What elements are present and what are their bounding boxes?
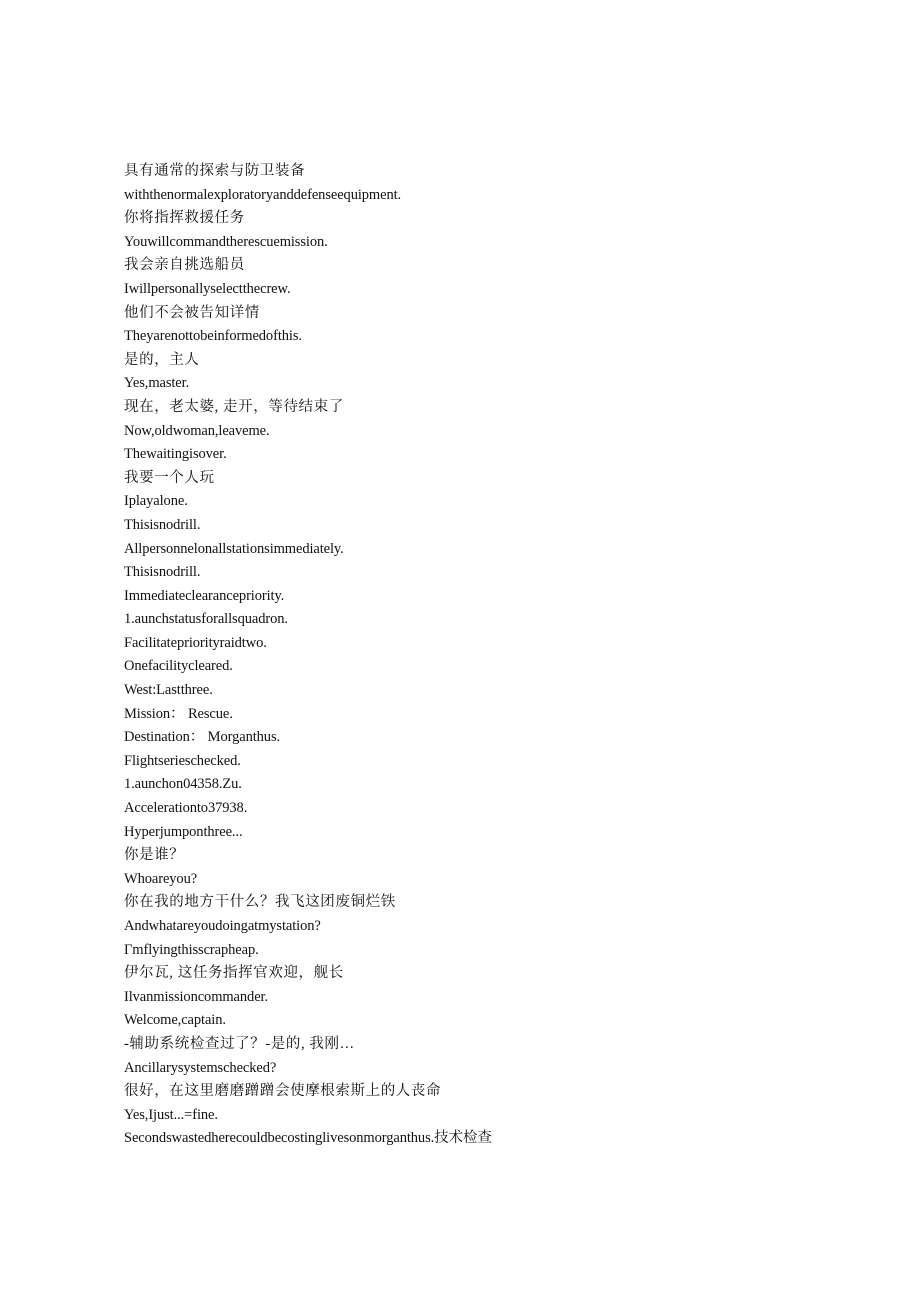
chinese-text-line: 我会亲自挑选船员 [124, 257, 245, 274]
english-text-line: Whoareyou? [124, 870, 198, 887]
chinese-text-line: 现在，老太婆, 走开，等待结束了 [124, 398, 344, 415]
english-text-line: Immediateclearancepriority. [124, 587, 285, 604]
english-text-line: Iwillpersonallyselectthecrew. [124, 280, 291, 297]
english-text-line: withthenormalexploratoryanddefenseequipment. [124, 186, 402, 203]
english-text-line: Theyarenottobeinformedofthis. [124, 328, 302, 345]
english-text-line: West:Lastthree. [124, 682, 213, 699]
english-text-line: Thisisnodrill. [124, 564, 201, 581]
english-text-line: Γmflyingthisscrapheap. [124, 941, 259, 958]
english-text-line: Iplayalone. [124, 493, 188, 510]
english-text-line: Destination： Morganthus. [124, 729, 281, 746]
english-text-line: Yes,Ijust...=fine. [124, 1106, 218, 1123]
chinese-text-line: 是的，主人 [124, 351, 200, 368]
english-text-line: Mission： Rescue. [124, 705, 233, 722]
english-text-line: Welcome,captain. [124, 1012, 226, 1029]
english-text-line: 1.aunchon04358.Zu. [124, 776, 242, 793]
english-text-line: Secondswastedherecouldbecostinglivesonmorganthus.技术检查 [124, 1130, 492, 1147]
english-text-line: Andwhatareyoudoingatmystation? [124, 918, 321, 934]
english-text-line: Thisisnodrill. [124, 516, 201, 533]
chinese-text-line: 我要一个人玩 [124, 469, 215, 486]
english-text-line: Youwillcommandtherescuemission. [124, 233, 328, 250]
english-text-line: Yes,master. [124, 375, 190, 392]
subtitle-text-block [124, 160, 824, 1151]
english-text-line: Onefacilitycleared. [124, 658, 233, 675]
english-text-line: 1.aunchstatusforallsquadron. [124, 611, 288, 628]
english-text-line: Accelerationto37938. [124, 800, 248, 817]
chinese-text-line: 你是谁？ [124, 847, 185, 864]
english-text-line: Thewaitingisover. [124, 446, 227, 463]
english-text-line: Ancillarysystemschecked? [124, 1059, 277, 1076]
english-text-line: Hyperjumponthree... [124, 823, 243, 840]
english-text-line: Allpersonnelonallstationsimmediately. [124, 540, 344, 557]
chinese-text-line: 你在我的地方干什么？我飞这团废铜烂铁 [124, 894, 396, 911]
chinese-text-line: 你将指挥救援任务 [124, 210, 245, 227]
chinese-text-line: -辅助系统检查过了？-是的, 我刚… [124, 1035, 355, 1052]
chinese-text-line: 他们不会被告知详情 [124, 304, 260, 321]
english-text-line: Flightserieschecked. [124, 752, 241, 769]
english-text-line: Ilvanmissioncommander. [124, 988, 268, 1005]
chinese-text-line: 很好，在这里磨磨蹭蹭会使摩根索斯上的人丧命 [124, 1083, 442, 1100]
chinese-text-line: 伊尔瓦, 这任务指挥官欢迎，舰长 [124, 965, 344, 982]
chinese-text-line: 具有通常的探索与防卫装备 [124, 163, 306, 179]
english-text-line: Now,oldwoman,leaveme. [124, 422, 270, 439]
english-text-line: Facilitatepriorityraidtwo. [124, 634, 267, 651]
